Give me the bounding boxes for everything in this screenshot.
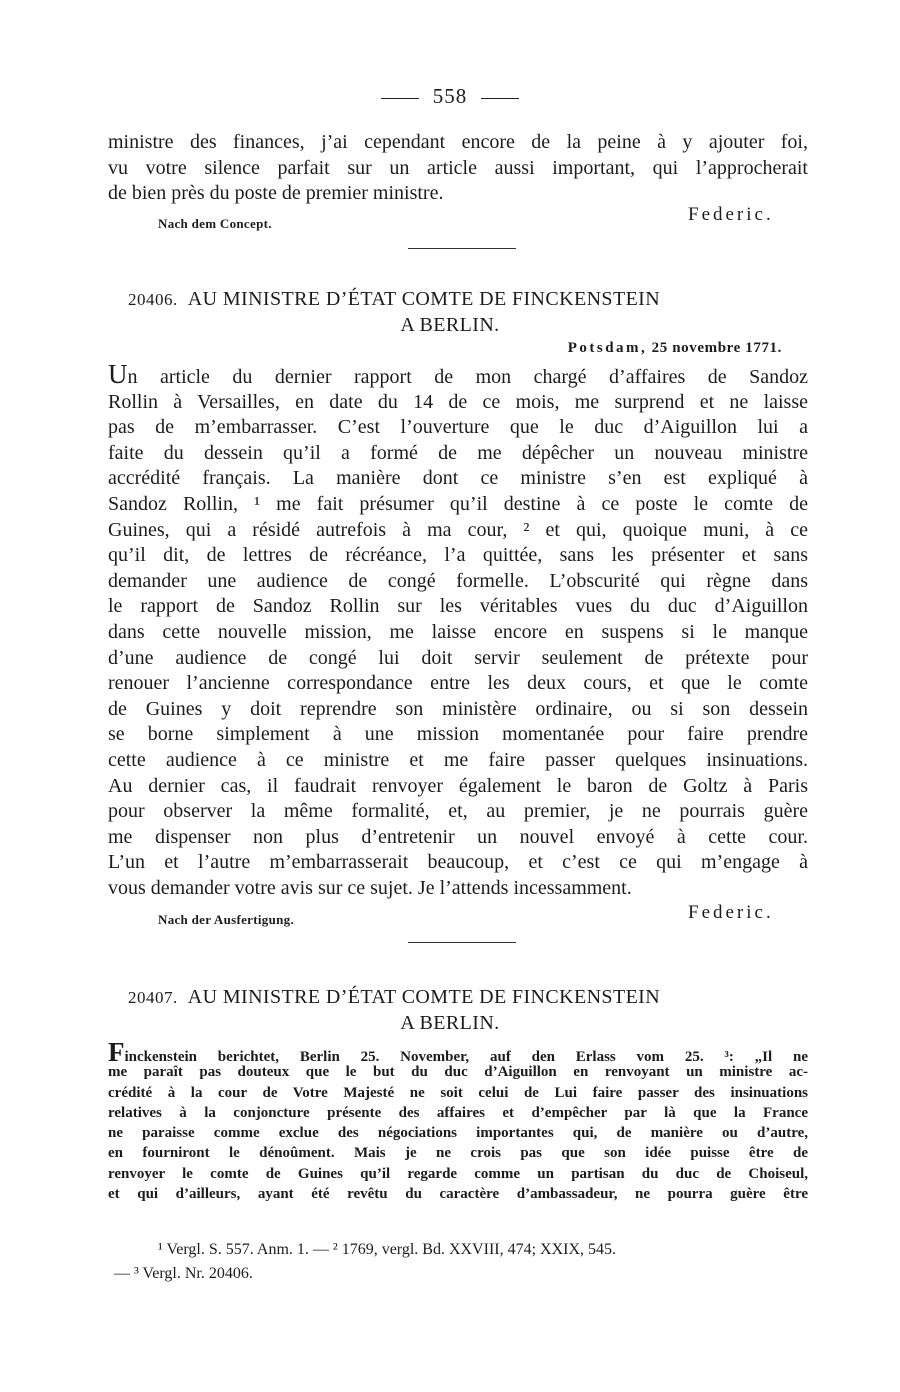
text-line: le rapport de Sandoz Rollin sur les véritables vues du duc d’Aiguillon [108,595,808,618]
signature: Federic. [688,902,774,923]
section-divider [408,248,516,249]
section-divider [408,942,516,943]
text-line: accrédité français. La manière dont ce ministre s’en est expliqué à [108,467,808,490]
place-date [568,340,782,357]
text-line: vous demander votre avis sur ce sujet. Je l’attends incessamment. [108,876,632,899]
letter-heading-line2: A BERLIN. [400,1012,500,1034]
date: 25 novembre 1771. [651,340,782,356]
text-line: faite du dessein qu’il a formé de me dépêcher un nouveau ministre [108,441,808,464]
text-line: Rollin à Versailles, en date du 14 de ce mois, me surprend et ne laisse [108,390,808,413]
footnote-line: — ³ Vergl. Nr. 20406. [114,1265,253,1282]
text-line: Finckenstein berichtet, Berlin 25. November, auf den Erlass vom 25. ³: „Il ne [108,1037,808,1067]
continuation-text [108,130,808,207]
header-dash-right [481,98,519,99]
text-line: renouer l’ancienne correspondance entre les deux cours, et que le comte [108,672,808,695]
signature: Federic. [688,204,774,225]
text-line: Un article du dernier rapport de mon chargé d’affaires de Sandoz [108,359,808,389]
text-line: vu votre silence parfait sur un article aussi important, qui l’approcherait [108,156,808,179]
text-line: Guines, qui a résidé autrefois à ma cour, ² et qui, quoique muni, à ce [108,518,808,541]
footnote-line: ¹ Vergl. S. 557. Anm. 1. — ² 1769, vergl. Bd. XXVIII, 474; XXIX, 545. [158,1241,617,1258]
footnotes [108,1238,808,1286]
text-line: Sandoz Rollin, ¹ me fait présumer qu’il destine à ce poste le comte de [108,492,808,515]
letter-heading-line2: A BERLIN. [400,314,500,336]
letter-body [108,359,808,901]
text-line: pour observer la même formalité, et, au premier, je ne pourrais guère [108,800,808,823]
text-line: pas de m’embarrasser. C’est l’ouverture que le duc d’Aiguillon lui a [108,416,808,439]
text-line: en fourniront le dénoûment. Mais je ne crois pas que son idée puisse être de [108,1145,808,1162]
text-line: me paraît pas douteux que le but du duc d’Aiguillon en renvoyant un ministre ac- [108,1064,808,1081]
letter-number: 20406. [128,290,178,309]
drop-cap: F [108,1037,125,1067]
text-line: me dispenser non plus d’entretenir un nouvel envoyé à cette cour. [108,825,808,848]
text-line: qu’il dit, de lettres de récréance, l’a quittée, sans les présenter et sans [108,544,808,567]
summary-body [108,1037,808,1204]
letter-heading-line1: AU MINISTRE D’ÉTAT COMTE DE FINCKENSTEIN [187,986,661,1008]
text-line: de bien près du poste de premier ministre. [108,182,444,205]
page-header [0,84,900,109]
text-line: cette audience à ce ministre et me faire passer quelques insinuations. [108,748,808,771]
letter-heading [128,986,808,1009]
page-number: 558 [432,84,468,108]
text-line: ministre des finances, j’ai cependant encore de la peine à y ajouter foi, [108,131,808,153]
place: Potsdam, [567,340,648,356]
letter-number: 20407. [128,988,178,1007]
text-line: Au dernier cas, il faudrait renvoyer également le baron de Goltz à Paris [108,774,808,797]
text-line: renvoyer le comte de Guines qu’il regarde comme un partisan du duc de Choiseul, [108,1165,808,1182]
letter-heading-line1: AU MINISTRE D’ÉTAT COMTE DE FINCKENSTEIN [187,288,661,310]
text-line: relatives à la conjoncture présente des affaires et d’empêcher par là que la France [108,1104,808,1121]
text-line: et qui d’ailleurs, ayant été revêtu du caractère d’ambassadeur, ne pourra guère être [108,1186,808,1203]
text-line: se borne simplement à une mission momentanée pour faire prendre [108,723,808,746]
letter-heading [128,288,808,311]
text-line: d’une audience de congé lui doit servir seulement de prétexte pour [108,646,808,669]
source-note: Nach der Ausfertigung. [158,912,295,927]
drop-cap: U [108,359,128,389]
text-line: demander une audience de congé formelle. L’obscurité qui règne dans [108,569,808,592]
source-note: Nach dem Concept. [158,216,272,231]
text-line: ne paraisse comme exclue des négociations importantes qui, de manière ou d’autre, [108,1125,808,1142]
text-line: dans cette nouvelle mission, me laisse encore en suspens si le manque [108,620,808,643]
text-line: de Guines y doit reprendre son ministère ordinaire, ou si son dessein [108,697,808,720]
header-dash-left [381,98,419,99]
text-line: L’un et l’autre m’embarrasserait beaucoup, et c’est ce qui m’engage à [108,851,808,874]
text-line: crédité à la cour de Votre Majesté ne soit celui de Lui faire passer des insinuations [108,1084,808,1101]
